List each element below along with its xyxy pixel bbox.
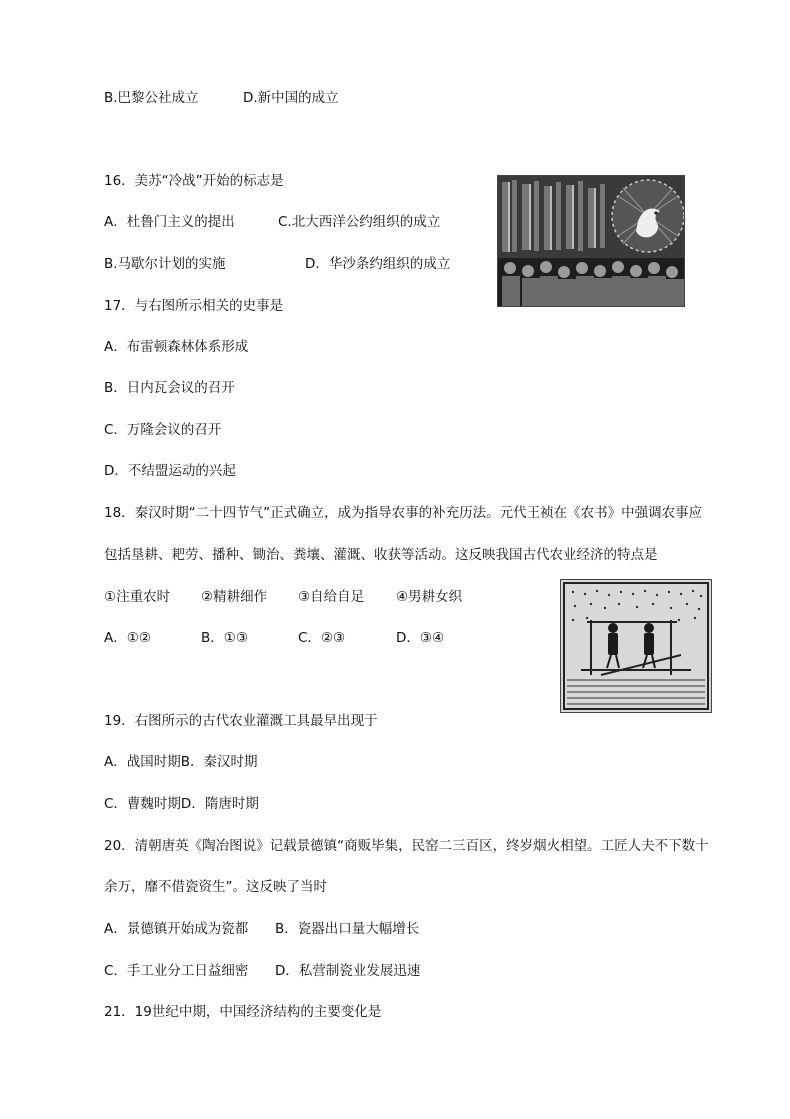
q16-option-c: C.北大西洋公约组织的成立 bbox=[278, 214, 441, 230]
q21-stem: 21．19世纪中期，中国经济结构的主要变化是 bbox=[104, 1004, 382, 1020]
q18-item-2: ②精耕细作 bbox=[201, 589, 268, 605]
q18-option-b: B．①③ bbox=[201, 630, 248, 646]
q18-item-4: ④男耕女织 bbox=[396, 589, 463, 605]
q17-option-b: B．日内瓦会议的召开 bbox=[104, 380, 235, 396]
q16-option-a: A．杜鲁门主义的提出 bbox=[104, 214, 235, 230]
q16-option-d: D．华沙条约组织的成立 bbox=[305, 256, 451, 272]
q17-option-a: A．布雷顿森林体系形成 bbox=[104, 339, 249, 355]
q18-option-d: D．③④ bbox=[396, 630, 445, 646]
q19-options-line1: A．战国时期B．秦汉时期 bbox=[104, 754, 258, 770]
q18-stem-line1: 18．秦汉时期“二十四节气”正式确立，成为指导农事的补充历法。元代王祯在《农书》中强调农事应 bbox=[104, 505, 703, 521]
q18-item-1: ①注重农时 bbox=[104, 589, 171, 605]
q19-options-line2: C．曹魏时期D．隋唐时期 bbox=[104, 796, 259, 812]
q20-option-c: C．手工业分工日益细密 bbox=[104, 963, 249, 979]
q20-option-a: A．景德镇开始成为瓷都 bbox=[104, 921, 249, 937]
q18-option-a: A．①② bbox=[104, 630, 151, 646]
q17-option-d: D．不结盟运动的兴起 bbox=[104, 463, 236, 479]
q19-stem: 19．右图所示的古代农业灌溉工具最早出现于 bbox=[104, 713, 378, 729]
q15-option-d: D.新中国的成立 bbox=[243, 90, 339, 106]
q20-stem-line2: 余万，靡不借瓷资生”。这反映了当时 bbox=[104, 879, 327, 895]
q16-stem: 16．美苏“冷战”开始的标志是 bbox=[104, 173, 284, 189]
q20-stem-line1: 20．清朝唐英《陶冶图说》记载景德镇“商贩毕集，民窑二三百区，终岁烟火相望。工匠人夫不下数十 bbox=[104, 838, 709, 854]
irrigation-woodcut-illustration bbox=[561, 580, 711, 712]
q15-option-b: B.巴黎公社成立 bbox=[104, 90, 199, 106]
irrigation-woodcut bbox=[560, 579, 712, 713]
q17-option-c: C．万隆会议的召开 bbox=[104, 422, 222, 438]
q17-stem: 17．与右图所示相关的史事是 bbox=[104, 298, 284, 314]
conference-photo-illustration bbox=[498, 176, 684, 306]
conference-photo bbox=[497, 175, 685, 307]
q16-option-b: B.马歇尔计划的实施 bbox=[104, 256, 226, 272]
q18-option-c: C．②③ bbox=[298, 630, 346, 646]
q18-stem-line2: 包括垦耕、耙劳、播种、锄治、粪壤、灌溉、收获等活动。这反映我国古代农业经济的特点是 bbox=[104, 547, 658, 563]
q20-option-b: B．瓷器出口量大幅增长 bbox=[275, 921, 420, 937]
q20-option-d: D．私营制瓷业发展迅速 bbox=[275, 963, 421, 979]
q18-item-3: ③自给自足 bbox=[298, 589, 365, 605]
